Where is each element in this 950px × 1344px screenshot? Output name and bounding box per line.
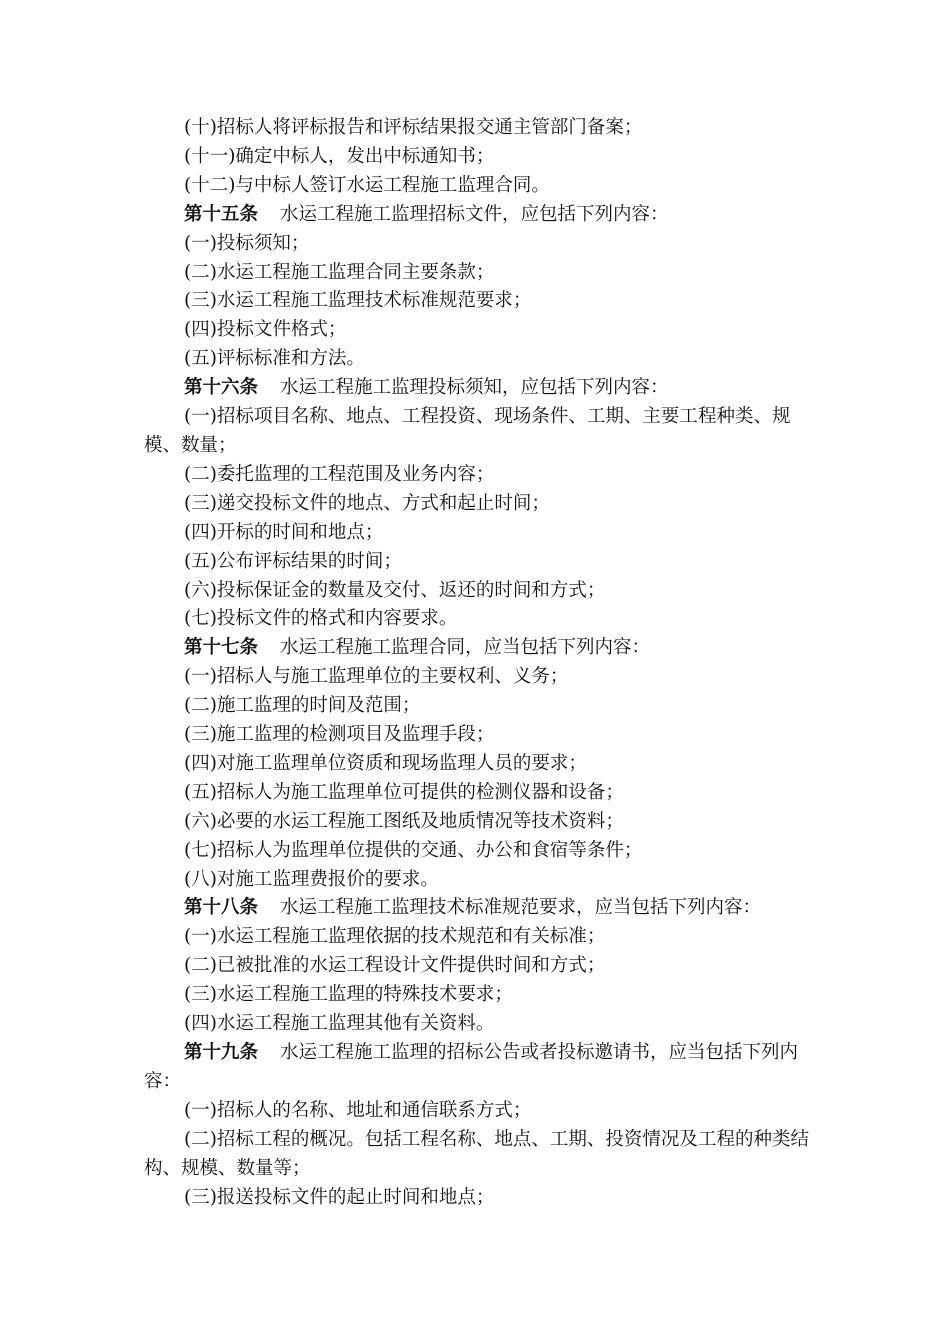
article-text: 水运工程施工监理合同，应当包括下列内容： xyxy=(280,637,651,659)
article-label: 第十六条 xyxy=(184,377,259,399)
clause-item: (三)施工监理的检测项目及监理手段； xyxy=(184,724,495,746)
clause-item: (五)公布评标结果的时间； xyxy=(184,550,402,572)
clause-item: (一)招标项目名称、地点、工程投资、现场条件、工期、主要工程种类、规模、数量； xyxy=(144,406,791,456)
article-text: 水运工程施工监理技术标准规范要求，应当包括下列内容： xyxy=(280,897,762,919)
clause-item: (四)开标的时间和地点； xyxy=(184,521,384,543)
clause-item: (七)招标人为监理单位提供的交通、办公和食宿等条件； xyxy=(184,839,643,861)
clause-item: (三)报送投标文件的起止时间和地点； xyxy=(184,1186,495,1208)
clause-item: (四)投标文件格式； xyxy=(184,319,347,341)
clause-item: (十)招标人将评标报告和评标结果报交通主管部门备案； xyxy=(184,117,643,138)
clause-item: (四)对施工监理单位资质和现场监理人员的要求； xyxy=(184,752,587,774)
clause-item: (二)已被批准的水运工程设计文件提供时间和方式； xyxy=(184,955,606,977)
clause-item: (七)投标文件的格式和内容要求。 xyxy=(184,608,458,630)
clause-item: (一)招标人的名称、地址和通信联系方式； xyxy=(184,1099,532,1121)
clause-item: (三)水运工程施工监理技术标准规范要求； xyxy=(184,290,532,312)
clause-item: (二)施工监理的时间及范围； xyxy=(184,695,421,717)
article-18 xyxy=(144,894,824,923)
article-label: 第十八条 xyxy=(184,897,259,919)
article-label: 第十五条 xyxy=(184,203,259,225)
article-15 xyxy=(144,201,824,230)
clause-item: (五)招标人为施工监理单位可提供的检测仪器和设备； xyxy=(184,781,624,803)
article-17 xyxy=(144,634,824,663)
article-label: 第十七条 xyxy=(184,637,259,659)
article-19 xyxy=(144,1039,824,1097)
article-text: 水运工程施工监理投标须知，应包括下列内容： xyxy=(280,377,669,399)
article-text: 水运工程施工监理的招标公告或者投标邀请书，应当包括下列内容： xyxy=(144,1042,799,1092)
clause-item: (二)招标工程的概况。包括工程名称、地点、工期、投资情况及工程的种类结构、规模、数量等； xyxy=(144,1128,809,1179)
clause-item: (六)投标保证金的数量及交付、返还的时间和方式； xyxy=(184,579,606,601)
clause-item: (五)评标标准和方法。 xyxy=(184,348,365,370)
clause-item: (二)委托监理的工程范围及业务内容； xyxy=(184,463,495,485)
article-label: 第十九条 xyxy=(184,1042,259,1063)
clause-item: (一)投标须知； xyxy=(184,232,310,254)
clause-item: (三)递交投标文件的地点、方式和起止时间； xyxy=(184,492,550,514)
article-16 xyxy=(144,374,824,403)
clause-item: (六)必要的水运工程施工图纸及地质情况等技术资料； xyxy=(184,810,624,832)
clause-item: (十一)确定中标人，发出中标通知书； xyxy=(184,145,495,167)
clause-item: (十二)与中标人签订水运工程施工监理合同。 xyxy=(184,174,550,196)
article-text: 水运工程施工监理招标文件，应包括下列内容： xyxy=(280,203,669,225)
document-body xyxy=(144,114,824,1212)
clause-item: (四)水运工程施工监理其他有关资料。 xyxy=(184,1013,495,1035)
clause-item: (八)对施工监理费报价的要求。 xyxy=(184,868,439,890)
clause-item: (三)水运工程施工监理的特殊技术要求； xyxy=(184,984,513,1006)
clause-item: (二)水运工程施工监理合同主要条款； xyxy=(184,261,495,283)
clause-item: (一)水运工程施工监理依据的技术规范和有关标准； xyxy=(184,926,606,948)
clause-item: (一)招标人与施工监理单位的主要权利、义务； xyxy=(184,666,569,688)
